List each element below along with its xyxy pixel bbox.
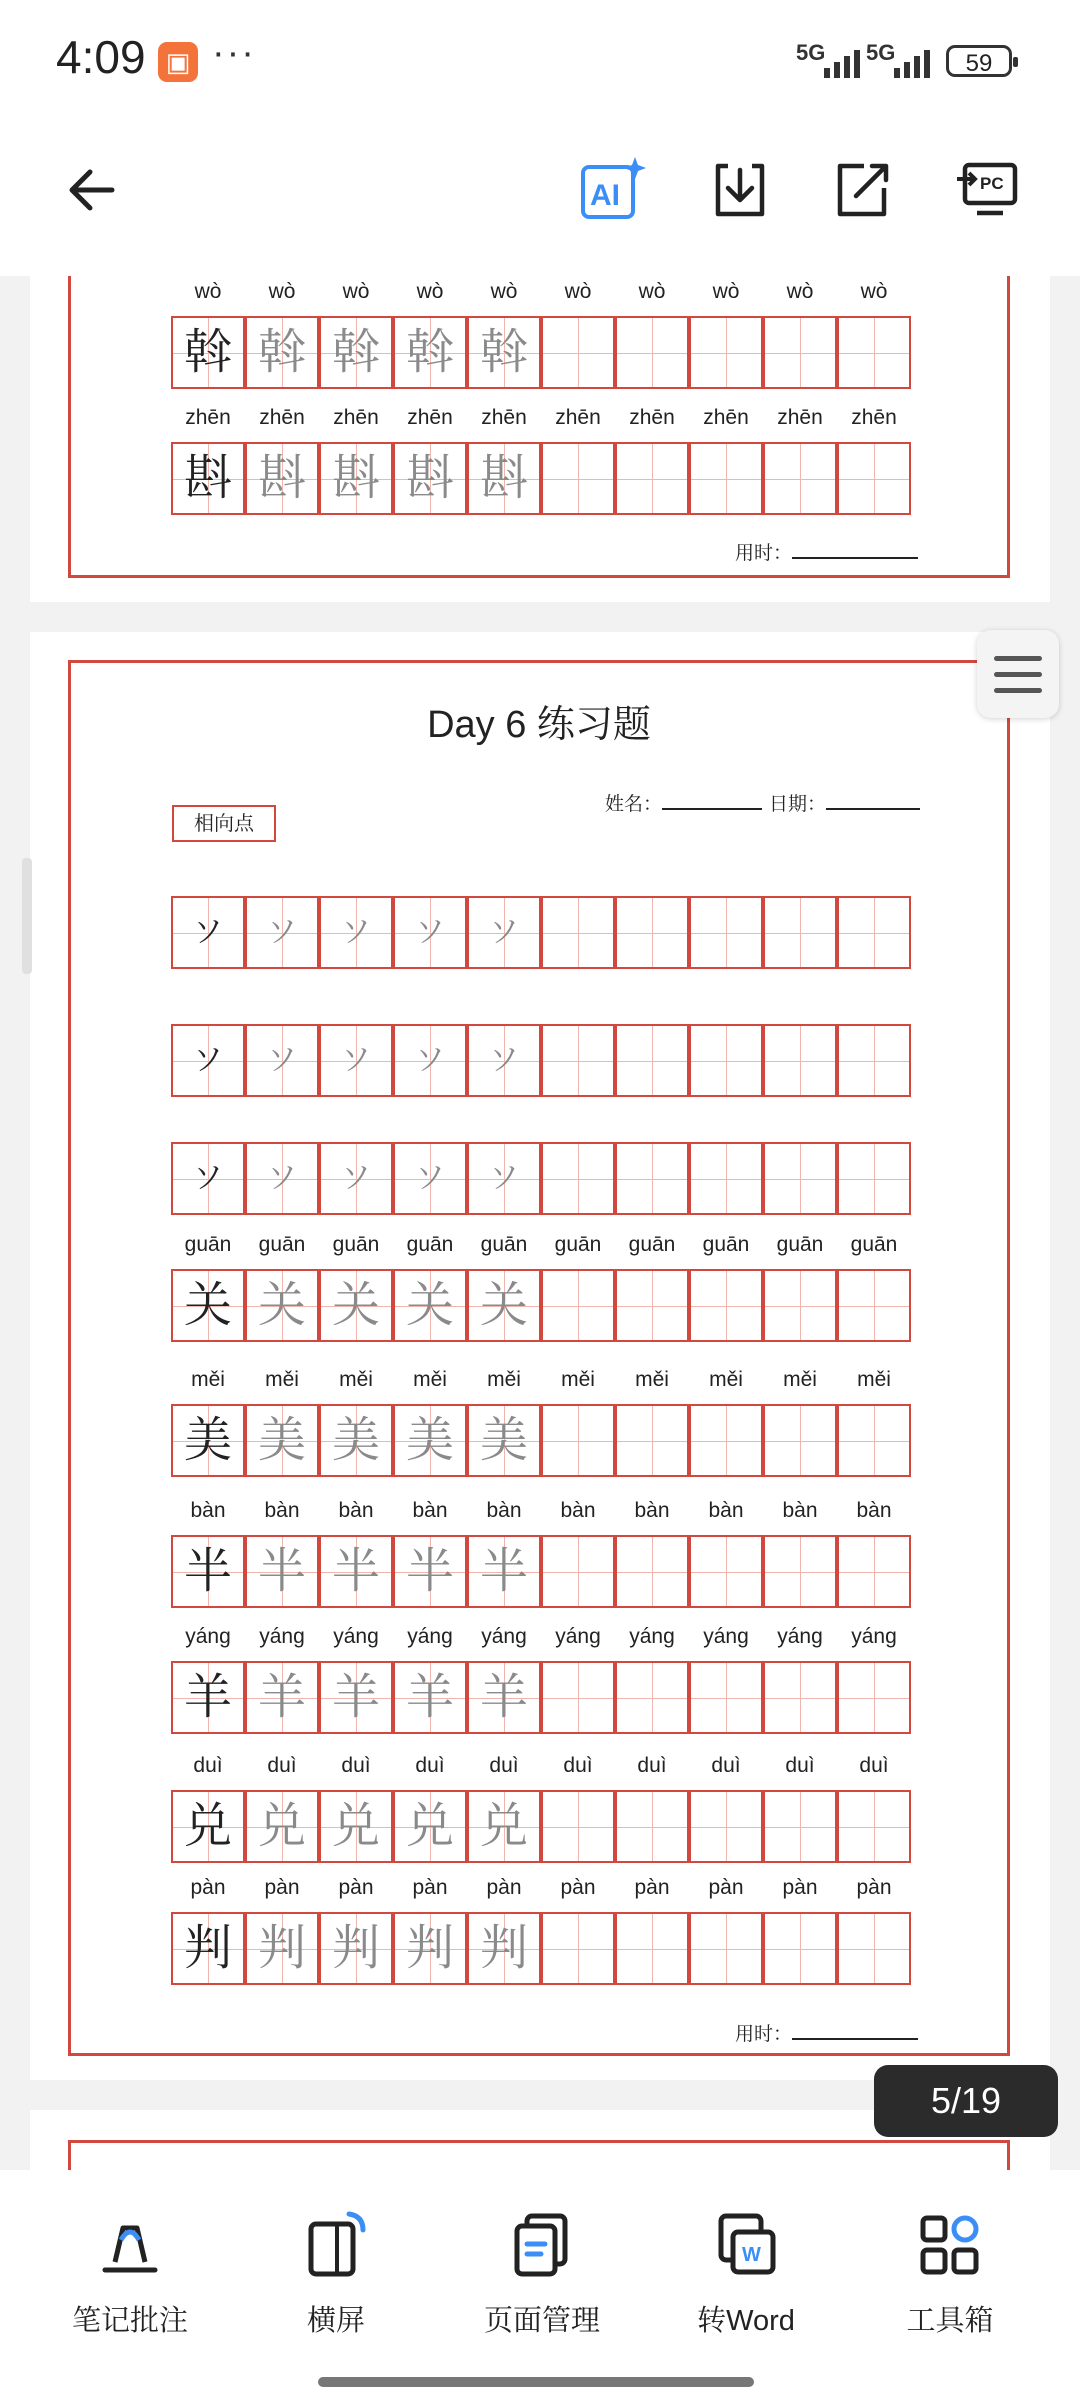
pinyin-row <box>171 1233 917 1263</box>
pen-icon <box>95 2210 165 2280</box>
bottom-toolbar <box>0 2170 1080 2401</box>
scroll-handle[interactable] <box>22 858 32 974</box>
svg-text:AI: AI <box>590 179 620 212</box>
annotate-label: 笔记批注 <box>71 2305 188 2337</box>
pinyin-label: zhēn <box>259 406 305 429</box>
trace-char: 斟 <box>479 450 528 506</box>
page-manage-button[interactable] <box>452 2210 632 2339</box>
pinyin-label: bàn <box>856 1499 892 1522</box>
ai-button[interactable] <box>572 150 652 230</box>
pinyin-label: bàn <box>264 1499 300 1522</box>
trace-char: 斟 <box>331 450 380 506</box>
toolbox-icon <box>915 2210 985 2280</box>
pinyin-label: pàn <box>560 1876 596 1899</box>
pinyin-label: pàn <box>338 1876 374 1899</box>
download-icon <box>710 160 770 220</box>
pinyin-label: wò <box>638 280 666 303</box>
pinyin-label: měi <box>635 1368 669 1391</box>
more-dots: ··· <box>212 32 256 74</box>
pinyin-label: guān <box>776 1233 824 1256</box>
pinyin-label: guān <box>628 1233 676 1256</box>
trace-char: 羊 <box>479 1669 528 1725</box>
ai-icon <box>577 155 647 225</box>
trace-char: 判 <box>257 1920 306 1976</box>
trace-char: 斡 <box>331 324 380 380</box>
pinyin-label: yáng <box>259 1625 305 1648</box>
rotate-screen-icon <box>301 2210 371 2280</box>
pinyin-label: bàn <box>782 1499 818 1522</box>
pages-icon <box>507 2210 577 2280</box>
pinyin-label: měi <box>783 1368 817 1391</box>
pc-mode-button[interactable] <box>948 150 1028 230</box>
pinyin-label: pàn <box>486 1876 522 1899</box>
trace-char: 兑 <box>257 1798 306 1854</box>
battery-indicator: 59 <box>946 45 1012 77</box>
pinyin-label: wò <box>342 280 370 303</box>
pinyin-label: měi <box>709 1368 743 1391</box>
pinyin-row <box>171 1754 917 1784</box>
to-word-button[interactable] <box>656 2210 836 2339</box>
trace-char: 美 <box>405 1412 454 1468</box>
pinyin-label: guān <box>554 1233 602 1256</box>
status-time: 4:09 <box>56 31 146 83</box>
trace-char: ソ <box>267 1161 297 1196</box>
trace-char: ソ <box>489 1161 519 1196</box>
pinyin-label: duì <box>785 1754 815 1777</box>
trace-char: 判 <box>479 1920 528 1976</box>
pinyin-label: duì <box>415 1754 445 1777</box>
date-label: 日期： <box>769 794 827 815</box>
char-grid <box>171 316 917 389</box>
landscape-button[interactable] <box>246 2210 426 2339</box>
landscape-label: 横屏 <box>306 2305 365 2337</box>
time-used-label: 用时： <box>735 2024 793 2045</box>
pinyin-label: wò <box>712 280 740 303</box>
stroke-tag: 相向点 <box>172 805 276 842</box>
trace-char: 斟 <box>405 450 454 506</box>
pinyin-label: zhēn <box>481 406 527 429</box>
pinyin-label: zhēn <box>333 406 379 429</box>
trace-char: ソ <box>415 915 445 950</box>
pinyin-label: guān <box>702 1233 750 1256</box>
svg-text:W: W <box>742 2244 761 2266</box>
pinyin-label: duì <box>341 1754 371 1777</box>
trace-char: ソ <box>341 1043 371 1078</box>
trace-char: 兑 <box>405 1798 454 1854</box>
pinyin-label: měi <box>857 1368 891 1391</box>
trace-char: 羊 <box>257 1669 306 1725</box>
pinyin-label: duì <box>489 1754 519 1777</box>
pinyin-label: zhēn <box>851 406 897 429</box>
pinyin-label: bàn <box>190 1499 226 1522</box>
trace-char: ソ <box>341 915 371 950</box>
trace-char: 判 <box>405 1920 454 1976</box>
pinyin-label: pàn <box>708 1876 744 1899</box>
trace-char: 关 <box>331 1277 380 1333</box>
trace-char: ソ <box>341 1161 371 1196</box>
pinyin-label: bàn <box>412 1499 448 1522</box>
model-char: 半 <box>183 1543 232 1599</box>
pinyin-row <box>171 1625 917 1655</box>
model-char: 羊 <box>183 1669 232 1725</box>
pinyin-label: wò <box>416 280 444 303</box>
model-char: 关 <box>183 1277 232 1333</box>
pinyin-label: zhēn <box>629 406 675 429</box>
char-grid <box>171 1024 917 1097</box>
menu-button[interactable] <box>977 630 1059 718</box>
trace-char: ソ <box>267 1043 297 1078</box>
share-button[interactable] <box>822 150 902 230</box>
pc-label: PC <box>980 174 1004 193</box>
pinyin-label: měi <box>191 1368 225 1391</box>
back-arrow-icon <box>62 160 122 220</box>
trace-char: ソ <box>267 915 297 950</box>
pinyin-label: wò <box>786 280 814 303</box>
pinyin-label: měi <box>561 1368 595 1391</box>
char-grid <box>171 1912 917 1985</box>
model-char: 兑 <box>183 1798 232 1854</box>
char-grid <box>171 896 917 969</box>
trace-char: 兑 <box>479 1798 528 1854</box>
pinyin-row <box>171 1876 917 1906</box>
model-char: 斡 <box>183 324 232 380</box>
trace-char: 半 <box>479 1543 528 1599</box>
name-label: 姓名： <box>605 794 663 815</box>
pinyin-label: bàn <box>338 1499 374 1522</box>
pinyin-label: yáng <box>629 1625 675 1648</box>
trace-char: 美 <box>331 1412 380 1468</box>
pinyin-label: zhēn <box>185 406 231 429</box>
pinyin-label: pàn <box>634 1876 670 1899</box>
char-grid <box>171 1535 917 1608</box>
model-char: 判 <box>183 1920 232 1976</box>
pinyin-label: pàn <box>412 1876 448 1899</box>
trace-char: ソ <box>415 1043 445 1078</box>
pinyin-label: guān <box>406 1233 454 1256</box>
trace-char: 半 <box>331 1543 380 1599</box>
trace-char: 关 <box>479 1277 528 1333</box>
annotate-button[interactable] <box>40 2210 220 2339</box>
pinyin-label: zhēn <box>703 406 749 429</box>
trace-char: 关 <box>257 1277 306 1333</box>
char-grid <box>171 1269 917 1342</box>
pinyin-label: bàn <box>708 1499 744 1522</box>
back-button[interactable] <box>52 150 132 230</box>
top-toolbar <box>0 120 1080 276</box>
pinyin-label: guān <box>258 1233 306 1256</box>
trace-char: ソ <box>489 915 519 950</box>
char-grid <box>171 1404 917 1477</box>
name-field <box>605 789 762 816</box>
pinyin-label: pàn <box>190 1876 226 1899</box>
pinyin-label: wò <box>268 280 296 303</box>
trace-char: 美 <box>257 1412 306 1468</box>
char-grid <box>171 1790 917 1863</box>
pinyin-label: wò <box>564 280 592 303</box>
pinyin-label: guān <box>332 1233 380 1256</box>
worksheet-frame <box>68 276 1010 578</box>
date-field <box>769 789 920 816</box>
pinyin-label: pàn <box>782 1876 818 1899</box>
pinyin-label: wò <box>860 280 888 303</box>
to-word-label: 转Word <box>697 2305 795 2337</box>
pinyin-row <box>171 1499 917 1529</box>
model-char: 美 <box>183 1412 232 1468</box>
page-title: Day 6 练习题 <box>427 704 651 746</box>
time-used-field <box>735 538 918 565</box>
pinyin-label: pàn <box>264 1876 300 1899</box>
pinyin-label: bàn <box>560 1499 596 1522</box>
pinyin-label: guān <box>480 1233 528 1256</box>
pinyin-label: yáng <box>407 1625 453 1648</box>
pinyin-label: yáng <box>555 1625 601 1648</box>
trace-char: 半 <box>405 1543 454 1599</box>
pinyin-label: guān <box>850 1233 898 1256</box>
trace-char: ソ <box>489 1043 519 1078</box>
pinyin-label: zhēn <box>407 406 453 429</box>
trace-char: 羊 <box>405 1669 454 1725</box>
trace-char: 判 <box>331 1920 380 1976</box>
document-page-prev <box>30 276 1050 602</box>
share-icon <box>832 160 892 220</box>
char-grid <box>171 1142 917 1215</box>
pinyin-label: guān <box>184 1233 232 1256</box>
pinyin-label: yáng <box>703 1625 749 1648</box>
model-char: 斟 <box>183 450 232 506</box>
signal-icon <box>824 48 860 78</box>
pinyin-label: duì <box>563 1754 593 1777</box>
pinyin-label: pàn <box>856 1876 892 1899</box>
pinyin-label: měi <box>487 1368 521 1391</box>
pinyin-row <box>171 406 917 436</box>
download-button[interactable] <box>700 150 780 230</box>
network-label-1: 5G <box>796 40 826 65</box>
trace-char: ソ <box>415 1161 445 1196</box>
char-grid <box>171 442 917 515</box>
toolbox-label: 工具箱 <box>906 2305 994 2337</box>
pinyin-label: wò <box>194 280 222 303</box>
page-manage-label: 页面管理 <box>483 2305 600 2337</box>
pinyin-label: měi <box>339 1368 373 1391</box>
word-icon <box>711 2210 781 2280</box>
pinyin-label: yáng <box>777 1625 823 1648</box>
pinyin-label: měi <box>265 1368 299 1391</box>
document-page <box>30 632 1050 2080</box>
time-used-field <box>735 2019 918 2046</box>
pinyin-label: duì <box>711 1754 741 1777</box>
pinyin-label: zhēn <box>555 406 601 429</box>
pinyin-label: duì <box>859 1754 889 1777</box>
pinyin-row <box>171 280 917 310</box>
time-used-label: 用时： <box>735 543 793 564</box>
trace-char: 斡 <box>479 324 528 380</box>
trace-char: 斟 <box>257 450 306 506</box>
trace-char: 半 <box>257 1543 306 1599</box>
trace-char: 美 <box>479 1412 528 1468</box>
pinyin-label: duì <box>637 1754 667 1777</box>
model-char: ソ <box>193 1043 223 1078</box>
status-bar <box>0 0 1080 120</box>
trace-char: 斡 <box>405 324 454 380</box>
pinyin-label: duì <box>193 1754 223 1777</box>
pinyin-label: yáng <box>333 1625 379 1648</box>
trace-char: 羊 <box>331 1669 380 1725</box>
pinyin-label: bàn <box>486 1499 522 1522</box>
signal-icon <box>894 48 930 78</box>
toolbox-button[interactable] <box>860 2210 1040 2339</box>
network-label-2: 5G <box>866 40 896 65</box>
pinyin-row <box>171 1368 917 1398</box>
page-indicator: 5/19 <box>874 2065 1058 2137</box>
pinyin-label: měi <box>413 1368 447 1391</box>
trace-char: 关 <box>405 1277 454 1333</box>
char-grid <box>171 1661 917 1734</box>
pinyin-label: duì <box>267 1754 297 1777</box>
model-char: ソ <box>193 1161 223 1196</box>
trace-char: 兑 <box>331 1798 380 1854</box>
pinyin-label: yáng <box>185 1625 231 1648</box>
trace-char: 斡 <box>257 324 306 380</box>
home-indicator[interactable] <box>318 2377 754 2387</box>
pinyin-label: wò <box>490 280 518 303</box>
app-badge-icon: ▣ <box>158 42 198 82</box>
worksheet-frame <box>68 660 1010 2056</box>
pinyin-label: zhēn <box>777 406 823 429</box>
pinyin-label: yáng <box>481 1625 527 1648</box>
pinyin-label: bàn <box>634 1499 670 1522</box>
pinyin-label: yáng <box>851 1625 897 1648</box>
model-char: ソ <box>193 915 223 950</box>
